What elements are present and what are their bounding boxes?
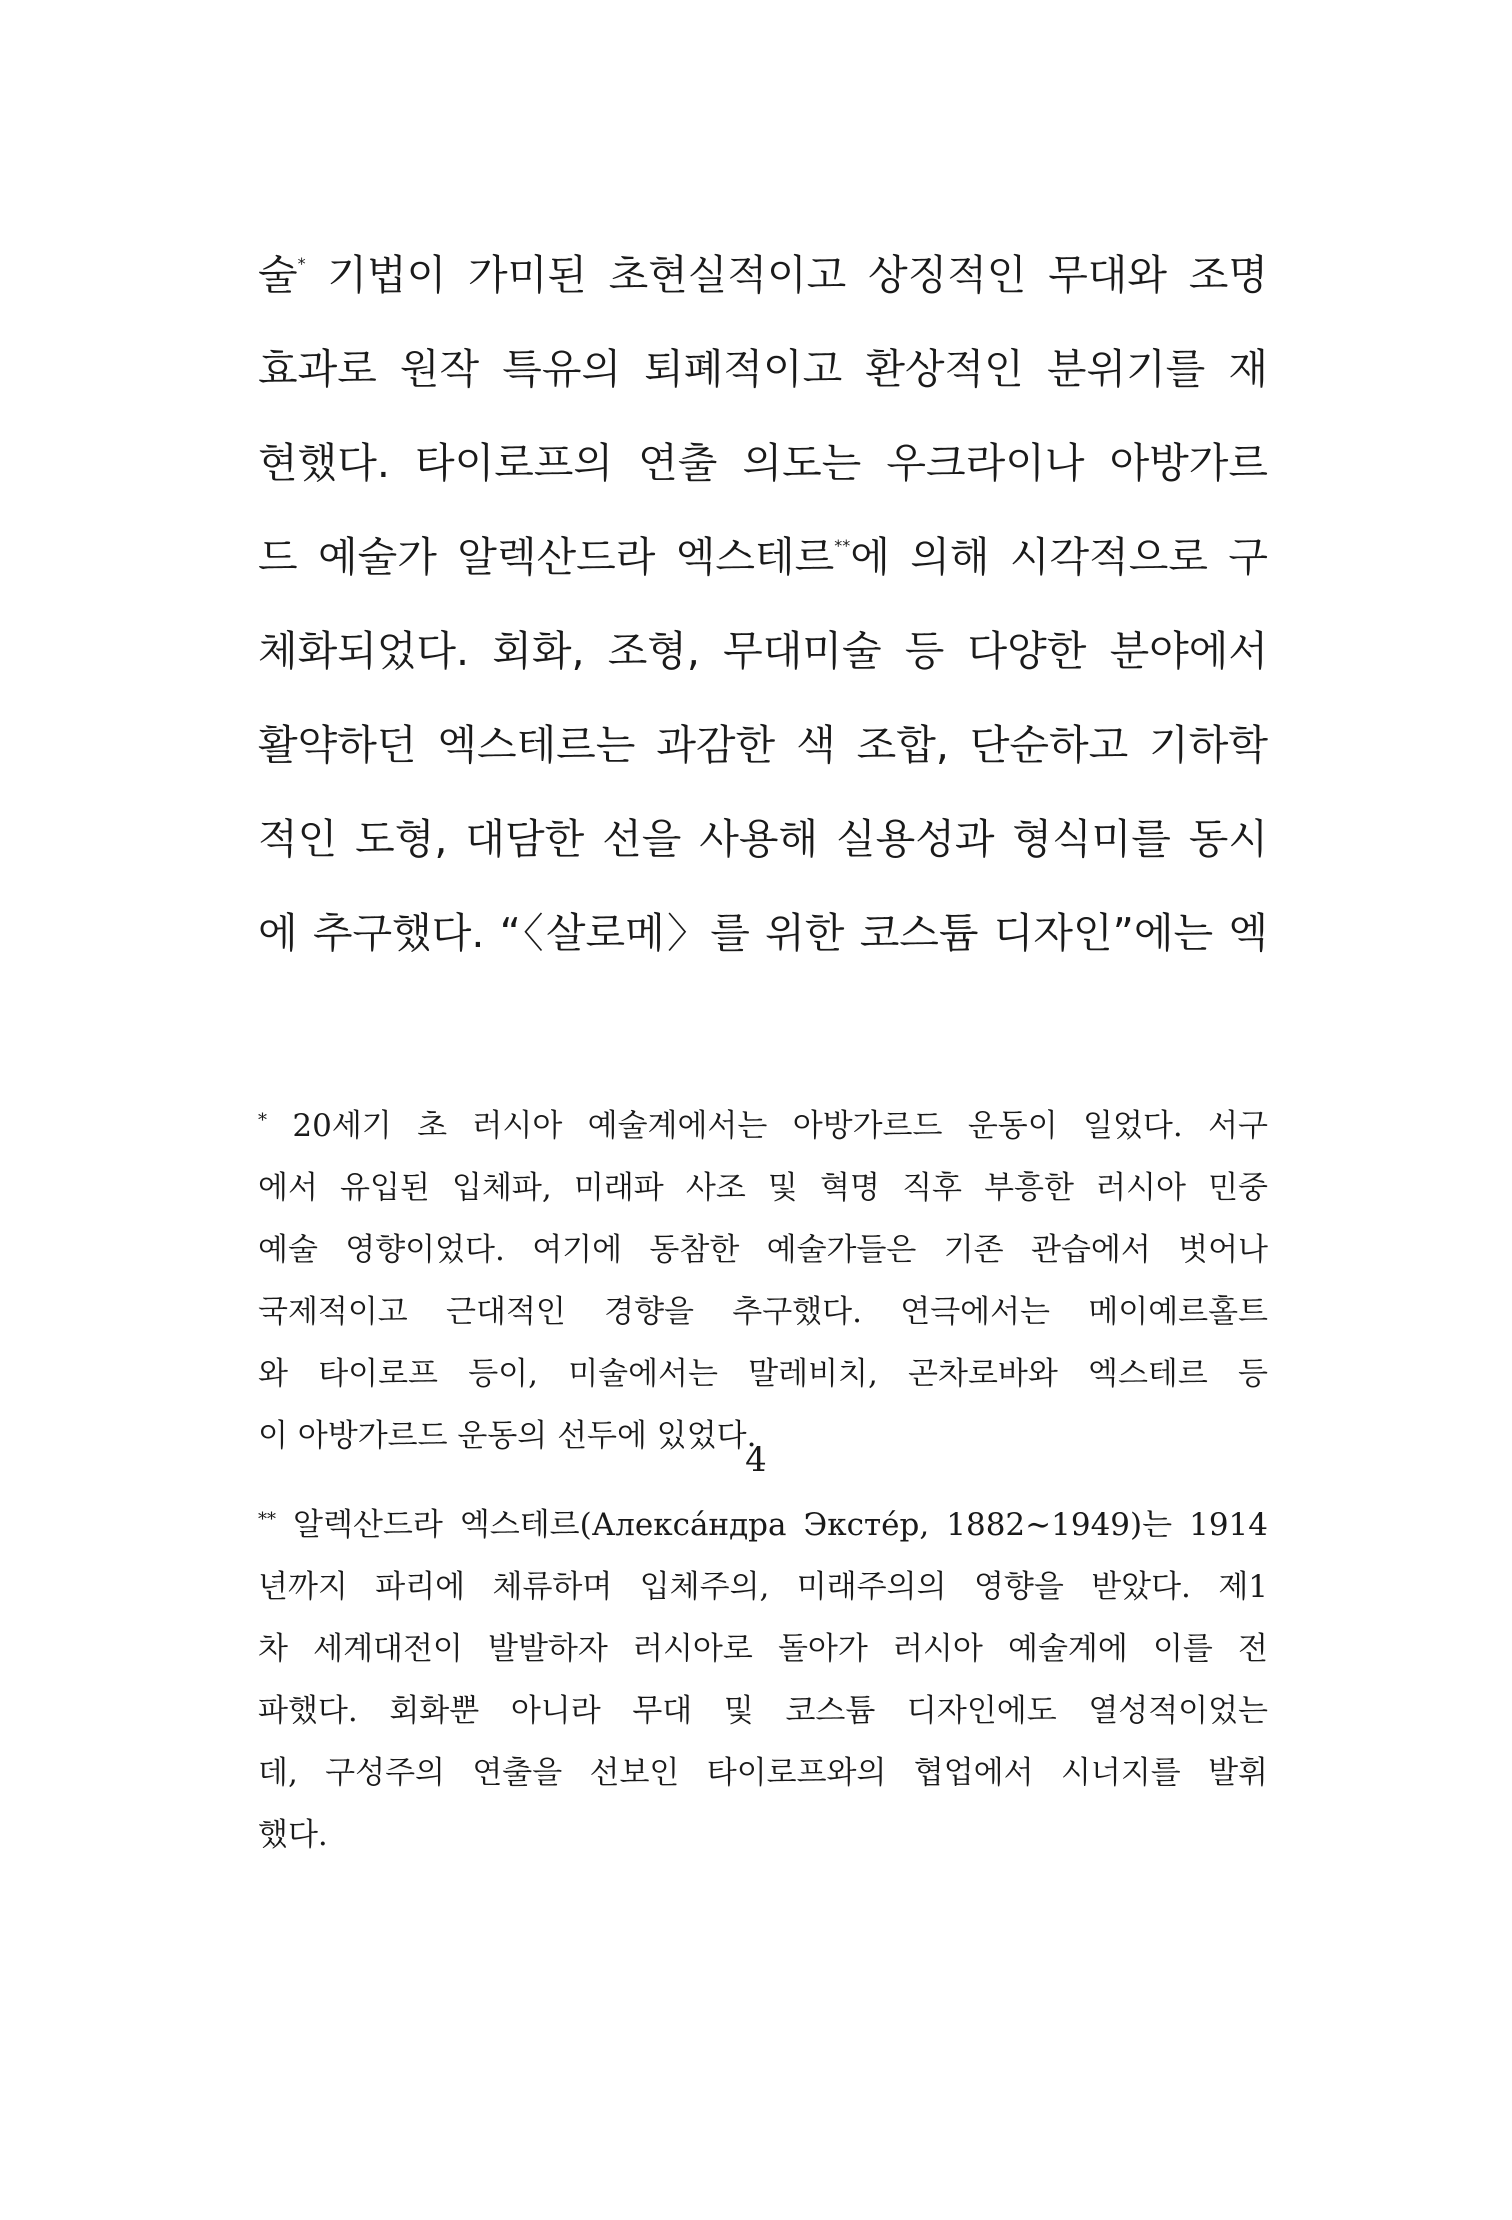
footnote-line <box>258 1219 1268 1281</box>
body-line-text: 현했다. 타이로프의 연출 의도는 우크라이나 아방가르 <box>258 439 1268 487</box>
footnote-line <box>258 1680 1268 1742</box>
body-line-text: 드 예술가 알렉산드라 엑스테르 <box>258 533 835 581</box>
body-line-text: 활약하던 엑스테르는 과감한 색 조합, 단순하고 기하학 <box>258 721 1268 769</box>
footnote-marker: ** <box>258 1509 276 1530</box>
body-line-text: 술 <box>258 251 298 299</box>
footnote-text: 했다. <box>258 1817 328 1853</box>
footnote-line <box>258 1556 1268 1618</box>
footnote-line <box>258 1489 1268 1556</box>
footnote-text: 차 세계대전이 발발하자 러시아로 돌아가 러시아 예술계에 이를 전 <box>258 1631 1268 1667</box>
footnote-line <box>258 1618 1268 1680</box>
footnote-marker: * <box>258 1110 267 1131</box>
body-line <box>258 698 1268 792</box>
body-line <box>258 416 1268 510</box>
body-line-text: 에 의해 시각적으로 구 <box>850 533 1268 581</box>
body-line <box>258 886 1268 980</box>
footnote-line <box>258 1804 1268 1866</box>
footnote-text: 예술 영향이었다. 여기에 동참한 예술가들은 기존 관습에서 벗어나 <box>258 1232 1268 1268</box>
footnote-text: 국제적이고 근대적인 경향을 추구했다. 연극에서는 메이예르홀트 <box>258 1294 1268 1330</box>
body-line-text: 적인 도형, 대담한 선을 사용해 실용성과 형식미를 동시 <box>258 815 1268 863</box>
body-line <box>258 228 1268 322</box>
body-line-text: 기법이 가미된 초현실적이고 상징적인 무대와 조명 <box>305 251 1268 299</box>
footnote-text: 데, 구성주의 연출을 선보인 타이로프와의 협업에서 시너지를 발휘 <box>258 1755 1268 1791</box>
footnote-line <box>258 1343 1268 1405</box>
body-paragraph <box>258 228 1268 980</box>
footnote <box>258 1489 1268 1866</box>
body-line-text: 체화되었다. 회화, 조형, 무대미술 등 다양한 분야에서 <box>258 627 1268 675</box>
footnote-line <box>258 1281 1268 1343</box>
footnote-line <box>258 1157 1268 1219</box>
page-number: 4 <box>745 1440 767 1480</box>
footnote-reference: ** <box>834 536 851 555</box>
footnote-text: 파했다. 회화뿐 아니라 무대 및 코스튬 디자인에도 열성적이었는 <box>258 1693 1268 1729</box>
footnote-reference: * <box>297 254 306 273</box>
footnote-text: 20세기 초 러시아 예술계에서는 아방가르드 운동이 일었다. 서구 <box>267 1108 1268 1144</box>
body-line-text: 에 추구했다. “〈살로메〉를 위한 코스튬 디자인”에는 엑 <box>258 909 1268 957</box>
footnote-text: 년까지 파리에 체류하며 입체주의, 미래주의의 영향을 받았다. 제1 <box>258 1569 1268 1605</box>
footnote-text: 에서 유입된 입체파, 미래파 사조 및 혁명 직후 부흥한 러시아 민중 <box>258 1170 1268 1206</box>
footnote-text: 와 타이로프 등이, 미술에서는 말레비치, 곤차로바와 엑스테르 등 <box>258 1356 1268 1392</box>
footnote-text: 이 아방가르드 운동의 선두에 있었다. <box>258 1418 757 1454</box>
footnote-text: 알렉산드라 엑스테르(Алекса́ндра Экстéр, 1882∼1949)는 1914 <box>276 1507 1268 1543</box>
footnote-line <box>258 1742 1268 1804</box>
body-line-text: 효과로 원작 특유의 퇴폐적이고 환상적인 분위기를 재 <box>258 345 1268 393</box>
footnote <box>258 1090 1268 1467</box>
body-line <box>258 604 1268 698</box>
body-line <box>258 510 1268 604</box>
footnote-line <box>258 1090 1268 1157</box>
body-line <box>258 322 1268 416</box>
body-line <box>258 792 1268 886</box>
